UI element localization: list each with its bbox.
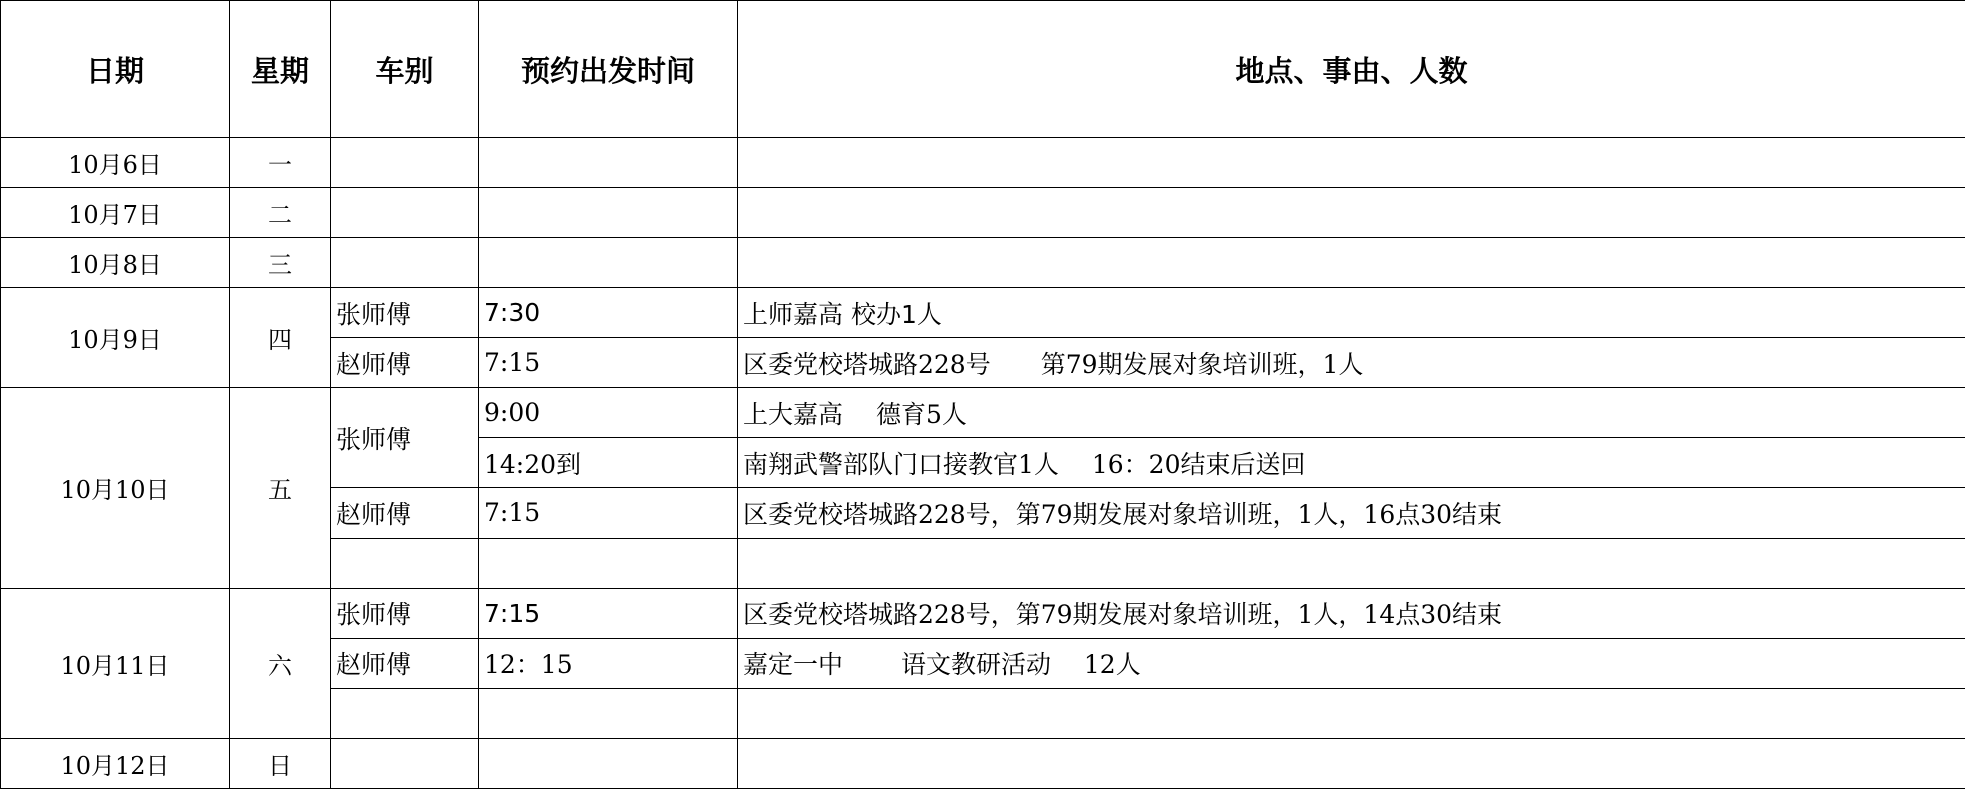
- time-cell: [479, 138, 738, 188]
- header-row: [1, 1, 1965, 138]
- table-row: [1, 588, 1965, 638]
- driver-cell: 赵师傅: [331, 638, 479, 688]
- date-cell: 10月12日: [1, 738, 230, 788]
- table-row: [1, 238, 1965, 288]
- table-row: [1, 738, 1965, 788]
- date-cell: 10月10日: [1, 388, 230, 588]
- detail-cell: 区委党校塔城路228号，第79期发展对象培训班，1人，14点30结束: [738, 588, 1965, 638]
- detail-cell: 上大嘉高 德育5人: [738, 388, 1965, 438]
- detail-cell: 上师嘉高 校办1人: [738, 288, 1965, 338]
- detail-cell: [738, 188, 1965, 238]
- detail-cell: 区委党校塔城路228号 第79期发展对象培训班，1人: [738, 338, 1965, 388]
- driver-cell: 张师傅: [331, 388, 479, 488]
- time-cell: 9:00: [479, 388, 738, 438]
- detail-cell: 嘉定一中 语文教研活动 12人: [738, 638, 1965, 688]
- header-date: 日期: [1, 1, 230, 138]
- table-row: [1, 288, 1965, 338]
- driver-cell: [331, 188, 479, 238]
- time-cell: [479, 238, 738, 288]
- weekday-cell: 四: [230, 288, 331, 388]
- weekday-cell: 二: [230, 188, 331, 238]
- table-row: [1, 138, 1965, 188]
- weekday-cell: 一: [230, 138, 331, 188]
- time-cell: 7:30: [479, 288, 738, 338]
- weekday-cell: 三: [230, 238, 331, 288]
- driver-cell: [331, 238, 479, 288]
- detail-cell: 南翔武警部队门口接教官1人 16：20结束后送回: [738, 438, 1965, 488]
- driver-cell: [331, 538, 479, 588]
- detail-cell: 区委党校塔城路228号，第79期发展对象培训班，1人，16点30结束: [738, 488, 1965, 538]
- detail-cell: [738, 238, 1965, 288]
- header-details: 地点、事由、人数: [738, 1, 1965, 138]
- weekday-cell: 日: [230, 738, 331, 788]
- detail-cell: [738, 738, 1965, 788]
- driver-cell: [331, 688, 479, 738]
- header-weekday: 星期: [230, 1, 331, 138]
- driver-cell: 张师傅: [331, 588, 479, 638]
- detail-cell: [738, 138, 1965, 188]
- time-cell: [479, 688, 738, 738]
- time-cell: 7:15: [479, 338, 738, 388]
- driver-cell: 赵师傅: [331, 338, 479, 388]
- table-row: [1, 188, 1965, 238]
- time-cell: 7:15: [479, 588, 738, 638]
- time-cell: 12：15: [479, 638, 738, 688]
- date-cell: 10月7日: [1, 188, 230, 238]
- detail-cell: [738, 538, 1965, 588]
- driver-cell: 赵师傅: [331, 488, 479, 538]
- date-cell: 10月9日: [1, 288, 230, 388]
- weekday-cell: 六: [230, 588, 331, 738]
- time-cell: [479, 188, 738, 238]
- date-cell: 10月11日: [1, 588, 230, 738]
- time-cell: [479, 538, 738, 588]
- time-cell: 7:15: [479, 488, 738, 538]
- time-cell: 14:20到: [479, 438, 738, 488]
- weekday-cell: 五: [230, 388, 331, 588]
- time-cell: [479, 738, 738, 788]
- date-cell: 10月6日: [1, 138, 230, 188]
- table-row: [1, 388, 1965, 438]
- driver-cell: [331, 738, 479, 788]
- date-cell: 10月8日: [1, 238, 230, 288]
- detail-cell: [738, 688, 1965, 738]
- header-departure-time: 预约出发时间: [479, 1, 738, 138]
- header-car: 车别: [331, 1, 479, 138]
- driver-cell: 张师傅: [331, 288, 479, 338]
- driver-cell: [331, 138, 479, 188]
